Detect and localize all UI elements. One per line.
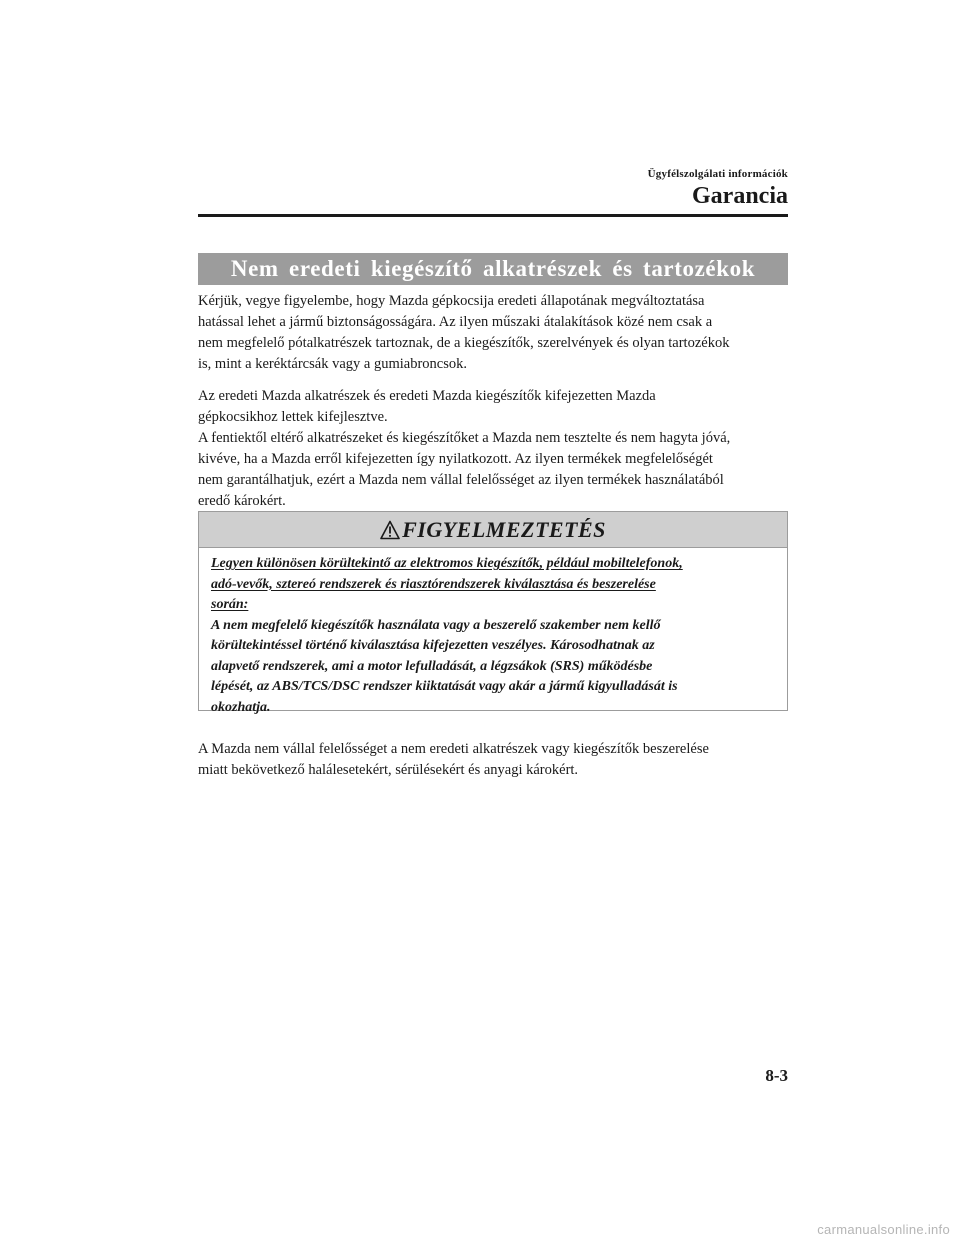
header-rule [198,214,788,217]
text-line: gépkocsikhoz lettek kifejlesztve. [198,409,388,425]
page-title: Nem eredeti kiegészítő alkatrészek és tartozékok [198,253,788,285]
text-line: eredő károkért. [198,493,286,509]
text-line: Az eredeti Mazda alkatrészek és eredeti Mazda kiegészítők kifejezetten Mazda [198,388,656,404]
warning-line: okozhatja. [211,699,271,715]
warning-line: alapvető rendszerek, ami a motor lefulladását, a légzsákok (SRS) működésbe [211,658,653,674]
text-line: Kérjük, vegye figyelembe, hogy Mazda gépkocsija eredeti állapotának megváltoztatása [198,293,705,309]
liability-paragraph [198,739,790,781]
watermark: carmanualsonline.info [817,1222,950,1237]
warning-body [199,548,787,718]
warning-underlined-line: adó-vevők, sztereó rendszerek és riasztórendszerek kiválasztása és beszerelése [211,576,656,592]
warning-underlined-line: Legyen különösen körültekintő az elektromos kiegészítők, például mobiltelefonok, [211,556,683,571]
chapter-title: Garancia [692,183,788,209]
text-line: kivéve, ha a Mazda erről kifejezetten így nyilatkozott. Az ilyen termékek megfelelőségét [198,451,713,467]
intro-paragraph [198,291,790,375]
text-line: miatt bekövetkező halálesetekért, sérülésekért és anyagi károkért. [198,762,579,778]
warning-line: lépését, az ABS/TCS/DSC rendszer kiiktatását vagy akár a jármű kigyulladását is [211,679,678,694]
warning-underlined-line: során: [211,597,249,612]
warning-line: körültekintéssel történő kiválasztása kifejezetten veszélyes. Károsodhatnak az [211,638,655,653]
warning-header [199,512,787,548]
genuine-parts-paragraph [198,386,790,512]
text-line: hatással lehet a jármű biztonságosságára. Az ilyen műszaki átalakítások közé nem csak a [198,314,713,330]
warning-triangle-icon [380,520,400,540]
text-line: A fentiektől eltérő alkatrészeket és kiegészítőket a Mazda nem tesztelte és nem hagyta jóvá, [198,430,731,446]
section-label: Ügyfélszolgálati információk [647,168,788,180]
text-line: is, mint a keréktárcsák vagy a gumiabroncsok. [198,356,467,372]
text-line: nem megfelelő pótalkatrészek tartoznak, de a kiegészítők, szerelvények és olyan tartozékok [198,335,730,351]
warning-title: FIGYELMEZTETÉS [402,516,606,542]
warning-box [198,511,788,715]
page-number: 8-3 [765,1066,788,1085]
text-line: A Mazda nem vállal felelősséget a nem eredeti alkatrészek vagy kiegészítők beszerelése [198,741,709,757]
text-line: nem garantálhatjuk, ezért a Mazda nem vállal felelősséget az ilyen termékek használatából [198,472,724,488]
warning-line: A nem megfelelő kiegészítők használata vagy a beszerelő szakember nem kellő [211,617,661,633]
